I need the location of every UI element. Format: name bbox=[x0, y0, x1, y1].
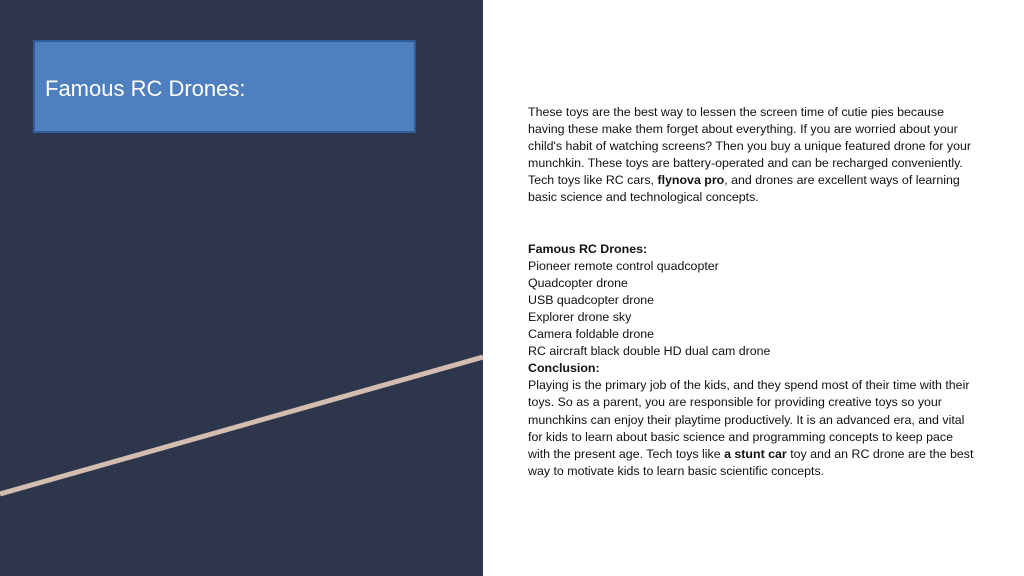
list-item: Pioneer remote control quadcopter bbox=[528, 258, 719, 273]
conclusion-text-end: toy and an RC drone are the best way to motivate kids to learn basic scientific concepts. bbox=[528, 446, 974, 478]
diagonal-line bbox=[0, 0, 483, 576]
drones-heading: Famous RC Drones: bbox=[528, 241, 648, 256]
list-item: RC aircraft black double HD dual cam drone bbox=[528, 344, 771, 359]
left-panel bbox=[0, 0, 483, 576]
conclusion-paragraph bbox=[528, 377, 976, 480]
intro-text: These toys are the best way to lessen the screen time of cutie pies because having these make them forget about everything. If you are worried about your child's habit of watching screens? Then you buy a unique featured drone for your munchkin. These toys are battery-operated and can be recharged conveniently. Tech toys like RC cars, bbox=[528, 105, 971, 188]
list-item: Quadcopter drone bbox=[528, 275, 628, 290]
list-item: USB quadcopter drone bbox=[528, 292, 655, 307]
intro-text-end: , and drones are excellent ways of learning basic science and technological concepts. bbox=[528, 173, 960, 205]
intro-paragraph bbox=[528, 104, 976, 207]
stunt-car-link[interactable]: a stunt car bbox=[724, 446, 787, 461]
content-text bbox=[528, 104, 976, 480]
list-item: Camera foldable drone bbox=[528, 327, 655, 342]
slide-title: Famous RC Drones: bbox=[45, 76, 246, 101]
flynova-pro-link[interactable]: flynova pro bbox=[657, 173, 725, 188]
conclusion-heading: Conclusion: bbox=[528, 361, 600, 376]
conclusion-text: Playing is the primary job of the kids, and they spend most of their time with their toys. So as a parent, you are responsible for providing creative toys so your munchkins can enjoy their playtime productively. It is an advanced era, and vital for kids to learn about basic science and programming concepts to keep pace with the present age. Tech toys like bbox=[528, 378, 970, 461]
list-item: Explorer drone sky bbox=[528, 309, 632, 324]
